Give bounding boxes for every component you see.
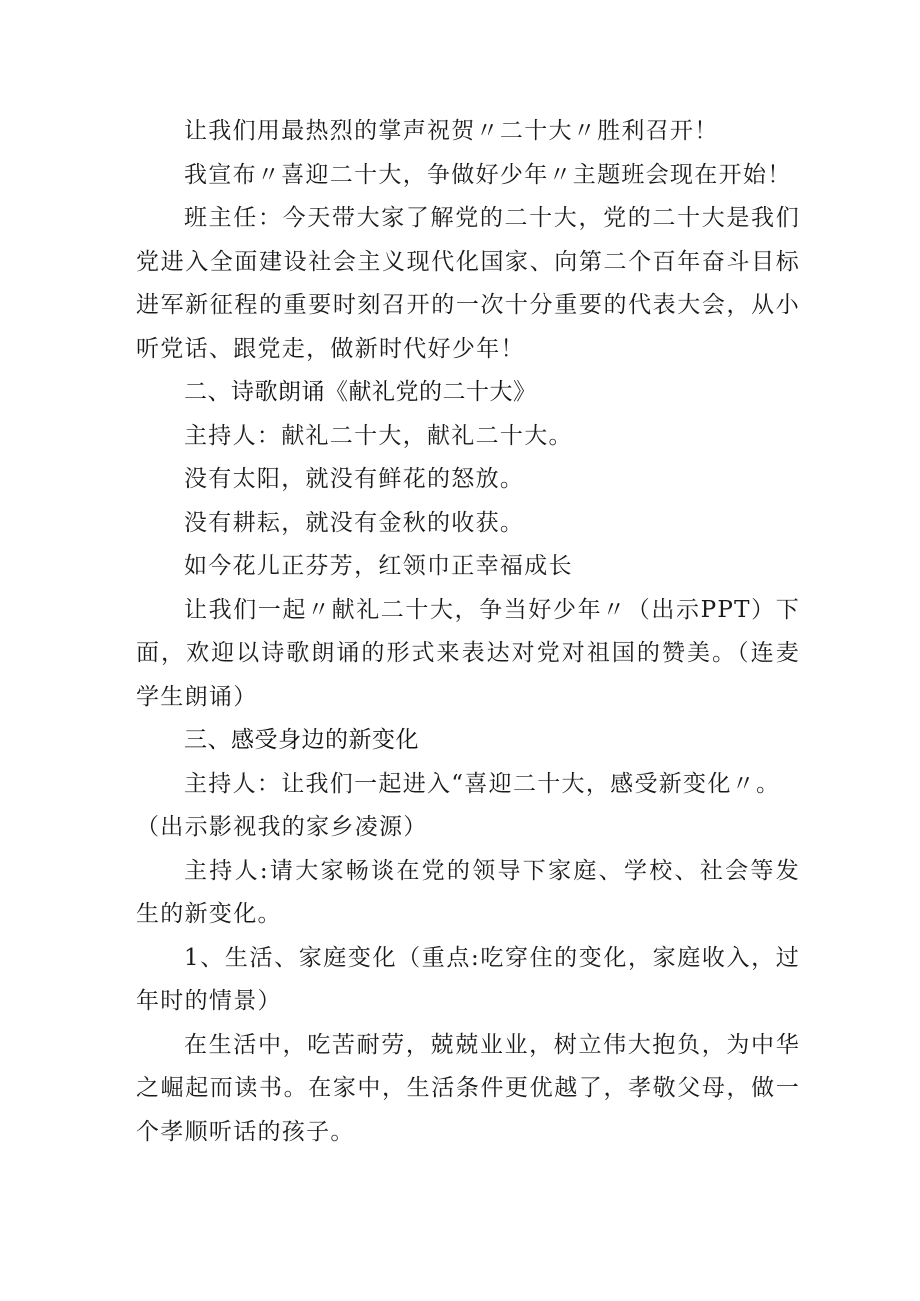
paragraph: 主持人：献礼二十大，献礼二十大。 [184, 422, 573, 449]
section-heading: 二、诗歌朗诵《献礼党的二十大》 [184, 379, 537, 405]
paragraph: 没有太阳，就没有鲜花的怒放。 [184, 466, 525, 492]
section-heading: 三、感受身边的新变化 [184, 727, 419, 753]
paragraph: 1、生活、家庭变化（重点:吃穿住的变化，家庭收入，过年时的情景） [136, 944, 800, 1014]
paragraph: 让我们用最热烈的掌声祝贺〃二十大〃胜利召开！ [184, 118, 719, 144]
paragraph: 班主任：今天带大家了解党的二十大，党的二十大是我们党进入全面建设社会主义现代化国家、向第二个百年奋斗目标进军新征程的重要时刻召开的一次十分重要的代表大会，从小听党话、跟党走，做新时代好少年！ [136, 205, 800, 362]
paragraph: 在生活中，吃苦耐劳，兢兢业业，树立伟大抱负，为中华之崛起而读书。在家中，生活条件更优越了，孝敬父母，做一个孝顺听话的孩子。 [136, 1031, 800, 1145]
paragraph: （出示影视我的家乡凌源） [136, 814, 428, 840]
paragraph: 主持人:请大家畅谈在党的领导下家庭、学校、社会等发生的新变化。 [136, 857, 800, 927]
paragraph: 我宣布〃喜迎二十大，争做好少年〃主题班会现在开始！ [184, 161, 792, 188]
paragraph: 主持人：让我们一起进入“喜迎二十大，感受新变化〃。 [184, 770, 781, 797]
paragraph: 没有耕耘，就没有金秋的收获。 [184, 509, 525, 536]
paragraph: 让我们一起〃献礼二十大，争当好少年〃（出示PPT）下面，欢迎以诗歌朗诵的形式来表达对党对祖国的赞美。（连麦学生朗诵） [136, 596, 800, 710]
document-body [136, 110, 800, 1154]
paragraph: 如今花儿正芬芳，红领巾正幸福成长 [184, 553, 573, 579]
